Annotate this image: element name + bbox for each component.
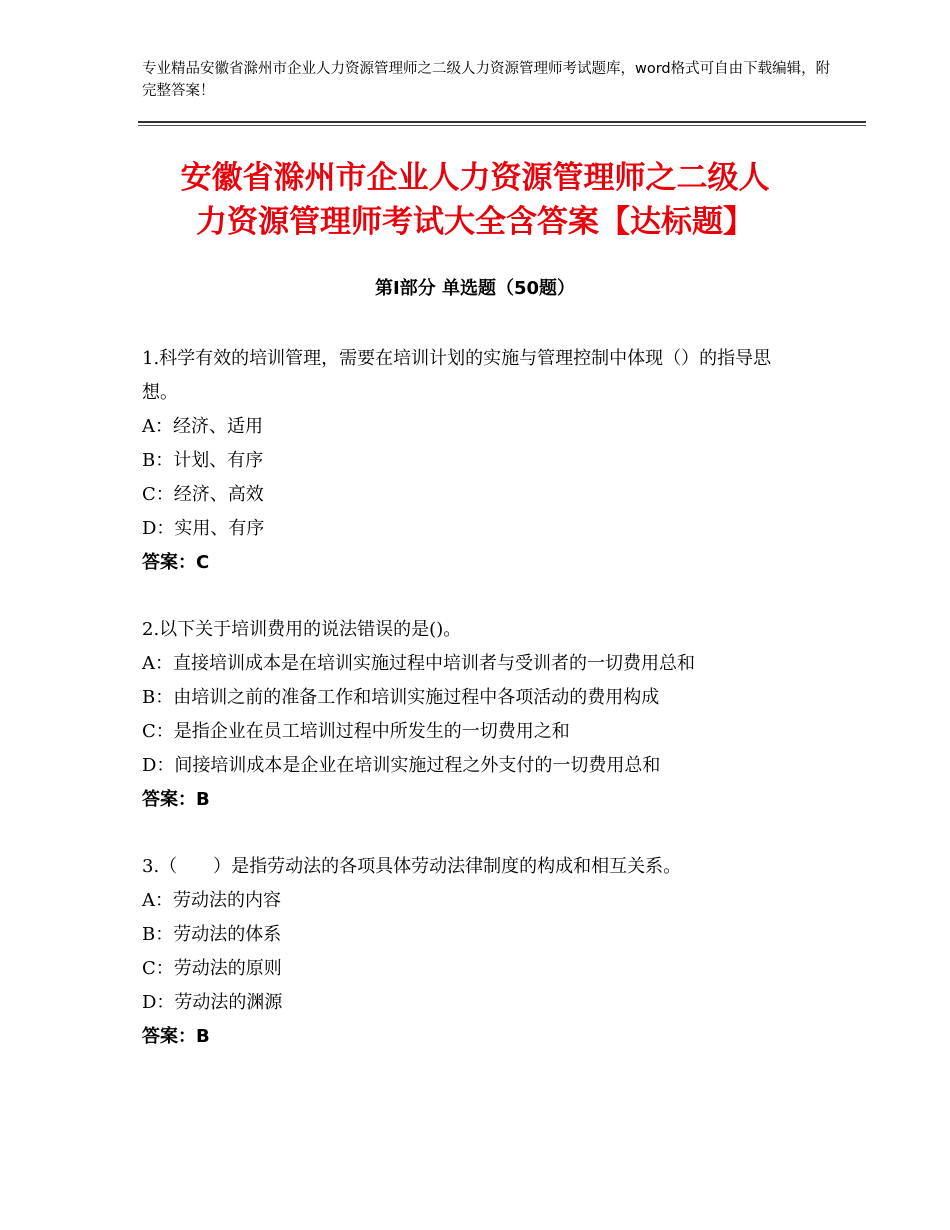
option-b: B：计划、有序: [142, 450, 264, 471]
answer: 答案：B: [142, 789, 210, 810]
header-rule-thin: [138, 125, 866, 126]
answer: 答案：B: [142, 1026, 210, 1047]
question-stem: 1.科学有效的培训管理，需要在培训计划的实施与管理控制中体现（）的指导思想。: [142, 348, 772, 403]
document-title-line-1: 安徽省滁州市企业人力资源管理师之二级人: [180, 160, 770, 196]
option-c: C：是指企业在员工培训过程中所发生的一切费用之和: [142, 721, 570, 742]
option-a: A：劳动法的内容: [142, 890, 281, 911]
option-a: A：经济、适用: [142, 416, 263, 437]
option-a: A：直接培训成本是在培训实施过程中培训者与受训者的一切费用总和: [142, 653, 695, 674]
question-1: [142, 342, 822, 580]
document-title-line-2: 力资源管理师考试大全含答案【达标题】: [196, 204, 754, 240]
header-note: 专业精品安徽省滁州市企业人力资源管理师之二级人力资源管理师考试题库，word格式可自由下载编辑，附完整答案！: [142, 61, 831, 99]
option-c: C：劳动法的原则: [142, 958, 282, 979]
question-stem: 3.（ ）是指劳动法的各项具体劳动法律制度的构成和相互关系。: [142, 856, 682, 877]
option-b: B：由培训之前的准备工作和培训实施过程中各项活动的费用构成: [142, 687, 660, 708]
answer: 答案：C: [142, 552, 210, 573]
question-3: [142, 850, 822, 1054]
option-d: D：间接培训成本是企业在培训实施过程之外支付的一切费用总和: [142, 755, 661, 776]
question-stem: 2.以下关于培训费用的说法错误的是()。: [142, 619, 462, 640]
question-2: [142, 613, 822, 817]
option-d: D：实用、有序: [142, 518, 265, 539]
document-title: [130, 156, 820, 244]
header-rule-thick: [138, 121, 866, 123]
section-title: 第Ⅰ部分 单选题（50题）: [374, 278, 575, 299]
question-list: [142, 342, 822, 1087]
option-c: C：经济、高效: [142, 484, 264, 505]
option-d: D：劳动法的渊源: [142, 992, 283, 1013]
option-b: B：劳动法的体系: [142, 924, 282, 945]
